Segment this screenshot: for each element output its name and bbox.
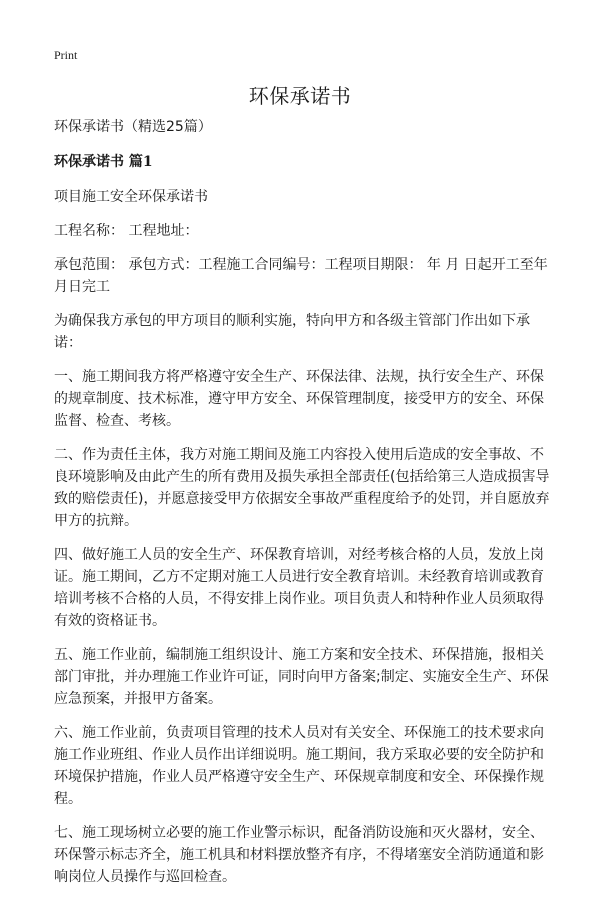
document-subtitle: 环保承诺书（精选25篇） (54, 119, 212, 135)
paragraph-project-title: 项目施工安全环保承诺书 (54, 189, 208, 205)
paragraph-item-5: 五、施工作业前，编制施工组织设计、施工方案和安全技术、环保措施，报相关部门审批，并办理施工作业许可证，同时向甲方备案;制定、实施安全生产、环保应急预案，并报甲方备案。 (54, 647, 549, 707)
paragraph-contract-scope: 承包范围： 承包方式：工程施工合同编号：工程项目期限： 年 月 日起开工至年月日完工 (54, 257, 548, 295)
paragraph-item-4: 四、做好施工人员的安全生产、环保教育培训，对经考核合格的人员，发放上岗证。施工期间，乙方不定期对施工人员进行安全教育培训。未经教育培训或教育培训考核不合格的人员，不得安排上岗作业。项目负责人和特种作业人员须取得有效的资格证书。 (54, 547, 544, 629)
paragraph-item-1: 一、施工期间我方将严格遵守安全生产、环保法律、法规，执行安全生产、环保的规章制度、技术标准，遵守甲方安全、环保管理制度，接受甲方的安全、环保监督、检查、考核。 (54, 369, 544, 429)
document-title: 环保承诺书 (248, 84, 352, 108)
paragraph-item-2: 二、作为责任主体，我方对施工期间及施工内容投入使用后造成的安全事故、不良环境影响及由此产生的所有费用及损失承担全部责任(包括给第三人造成损害导致的赔偿责任)，并愿意接受甲方依据安全事故严重程度给予的处罚，并自愿放弃甲方的抗辩。 (54, 447, 550, 529)
section-heading: 环保承诺书 篇1 (54, 154, 153, 170)
paragraph-item-7: 七、施工现场树立必要的施工作业警示标识，配备消防设施和灭火器材，安全、环保警示标志齐全，施工机具和材料摆放整齐有序，不得堵塞安全消防通道和影响岗位人员操作与巡回检查。 (54, 825, 544, 885)
paragraph-intro: 为确保我方承包的甲方项目的顺利实施，特向甲方和各级主管部门作出如下承诺： (54, 313, 530, 351)
paragraph-item-6: 六、施工作业前，负责项目管理的技术人员对有关安全、环保施工的技术要求向施工作业班组、作业人员作出详细说明。施工期间，我方采取必要的安全防护和环境保护措施，作业人员严格遵守安全生产、环保规章制度和安全、环保操作规程。 (54, 725, 544, 807)
document-body (54, 116, 554, 900)
print-link[interactable]: Print (54, 48, 78, 62)
paragraph-project-name: 工程名称： 工程地址： (54, 223, 199, 239)
